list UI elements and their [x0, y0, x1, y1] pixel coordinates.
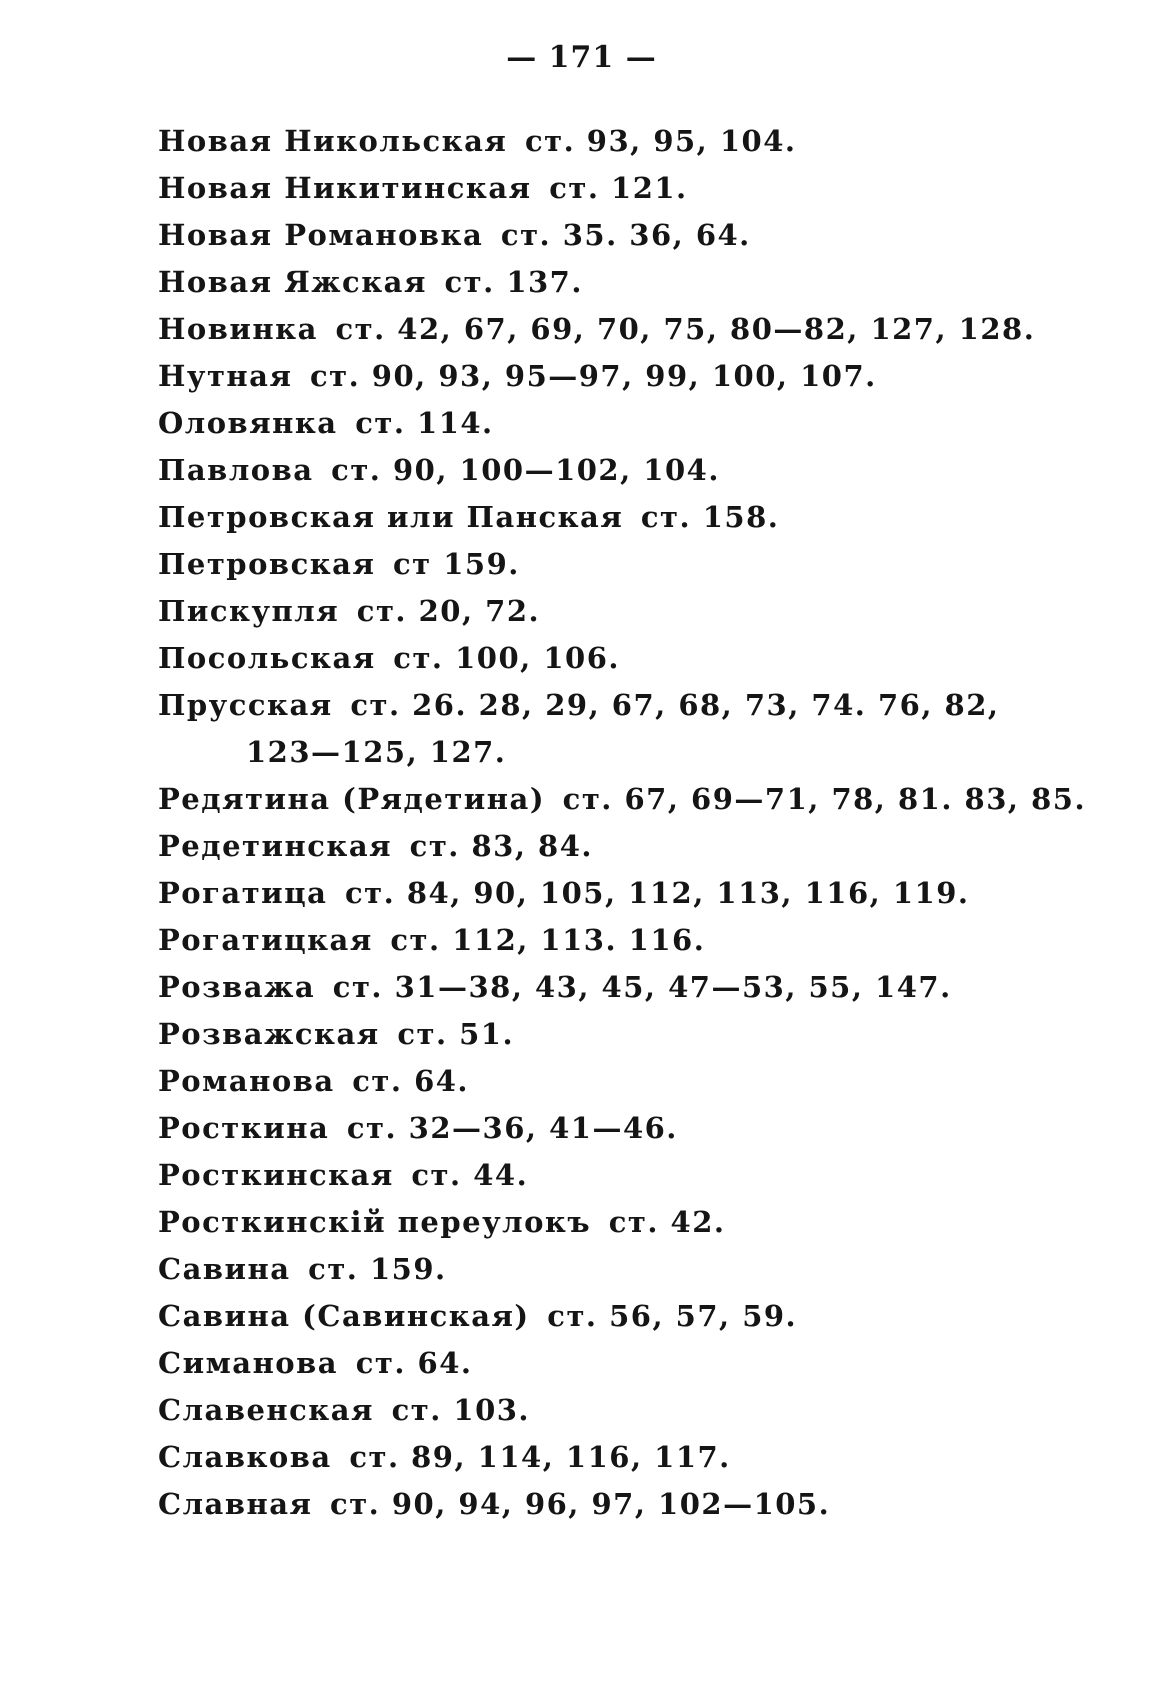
street-name: Редятина (Рядетина) — [158, 782, 546, 816]
index-entry — [158, 165, 1058, 212]
page-references: ст. 158. — [640, 500, 780, 534]
street-name: Оловянка — [158, 406, 338, 440]
street-name: Росткинская — [158, 1158, 394, 1192]
page-references: ст. 56, 57, 59. — [547, 1299, 798, 1333]
page-references: ст. 159. — [308, 1252, 447, 1286]
street-name: Росткина — [158, 1111, 330, 1145]
street-name: Рогатица — [158, 876, 328, 910]
index-entry — [158, 447, 1058, 494]
street-name: Розважа — [158, 970, 316, 1004]
street-name: Славенская — [158, 1393, 374, 1427]
page-references: ст. 64. — [355, 1346, 473, 1380]
index-entry — [158, 541, 1058, 588]
page-references: ст. 112, 113. 116. — [390, 923, 706, 957]
street-name: Новая Яжская — [158, 265, 427, 299]
index-entry — [158, 1434, 1058, 1481]
index-entry — [158, 776, 1087, 823]
street-index-list — [158, 118, 1087, 1528]
index-entry — [158, 1011, 1058, 1058]
page-references: ст. 64. — [352, 1064, 470, 1098]
page-references-continuation: 123—125, 127. — [246, 735, 507, 769]
page-references: ст. 114. — [355, 406, 494, 440]
index-entry — [158, 306, 1058, 353]
page-references: ст 159. — [393, 547, 520, 581]
page-references: ст. 84, 90, 105, 112, 113, 116, 119. — [345, 876, 970, 910]
page-references: ст. 20, 72. — [356, 594, 541, 628]
street-name: Прусская — [158, 688, 333, 722]
street-name: Редетинская — [158, 829, 393, 863]
street-name: Павлова — [158, 453, 314, 487]
index-entry — [158, 635, 1058, 682]
page-references: ст. 103. — [391, 1393, 531, 1427]
page-references: ст. 121. — [549, 171, 688, 205]
index-entry — [158, 1387, 1058, 1434]
page-references: ст. 32—36, 41—46. — [346, 1111, 678, 1145]
index-entry — [158, 353, 1058, 400]
index-entry — [158, 118, 1058, 165]
page-references: ст. 90, 100—102, 104. — [331, 453, 720, 487]
street-name: Новинка — [158, 312, 318, 346]
street-name: Нутная — [158, 359, 293, 393]
page-references: ст. 90, 94, 96, 97, 102—105. — [330, 1487, 831, 1521]
page-references: ст. 83, 84. — [409, 829, 593, 863]
index-entry — [158, 259, 1058, 306]
street-name: Симанова — [158, 1346, 339, 1380]
street-name: Новая Никольская — [158, 124, 508, 158]
index-entry — [158, 212, 1058, 259]
page-references: ст. 90, 93, 95—97, 99, 100, 107. — [309, 359, 877, 393]
index-entry — [158, 682, 1058, 776]
street-name: Петровская — [158, 547, 376, 581]
index-entry — [158, 917, 1058, 964]
index-entry — [158, 1105, 1058, 1152]
page-number: — 171 — — [506, 40, 657, 75]
page-references: ст. 42. — [608, 1205, 726, 1239]
index-entry — [158, 964, 1058, 1011]
index-entry — [158, 1340, 1058, 1387]
page-references: ст. 42, 67, 69, 70, 75, 80—82, 127, 128. — [335, 312, 1036, 346]
page-references: ст. 44. — [411, 1158, 529, 1192]
index-entry — [158, 870, 1058, 917]
page-references: ст. 67, 69—71, 78, 81. 83, 85. — [562, 782, 1087, 816]
street-name: Савина (Савинская) — [158, 1299, 530, 1333]
page-references: ст. 100, 106. — [393, 641, 620, 675]
index-entry — [158, 1058, 1058, 1105]
index-entry — [158, 823, 1058, 870]
street-name: Савина — [158, 1252, 291, 1286]
index-entry — [158, 400, 1058, 447]
index-entry — [158, 1481, 1058, 1528]
street-name: Славная — [158, 1487, 313, 1521]
index-entry — [158, 588, 1058, 635]
street-name: Посольская — [158, 641, 376, 675]
page-references: ст. 26. 28, 29, 67, 68, 73, 74. 76, 82, — [350, 688, 1000, 722]
street-name: Рогатицкая — [158, 923, 373, 957]
street-name: Славкова — [158, 1440, 332, 1474]
index-entry — [158, 1199, 1058, 1246]
page-references: ст. 137. — [444, 265, 583, 299]
page-references: ст. 93, 95, 104. — [524, 124, 797, 158]
street-name: Новая Никитинская — [158, 171, 532, 205]
index-entry — [158, 494, 1058, 541]
street-name: Росткинскiй переулокъ — [158, 1205, 592, 1239]
index-entry — [158, 1293, 1058, 1340]
street-name: Розважская — [158, 1017, 380, 1051]
street-name: Пискупля — [158, 594, 340, 628]
page-references: ст. 89, 114, 116, 117. — [349, 1440, 731, 1474]
page-references: ст. 35. 36, 64. — [500, 218, 751, 252]
street-name: Романова — [158, 1064, 335, 1098]
index-entry — [158, 1246, 1058, 1293]
page-references: ст. 51. — [397, 1017, 515, 1051]
street-name: Новая Романовка — [158, 218, 484, 252]
index-entry — [158, 1152, 1058, 1199]
page-references: ст. 31—38, 43, 45, 47—53, 55, 147. — [332, 970, 952, 1004]
street-name: Петровская или Панская — [158, 500, 624, 534]
